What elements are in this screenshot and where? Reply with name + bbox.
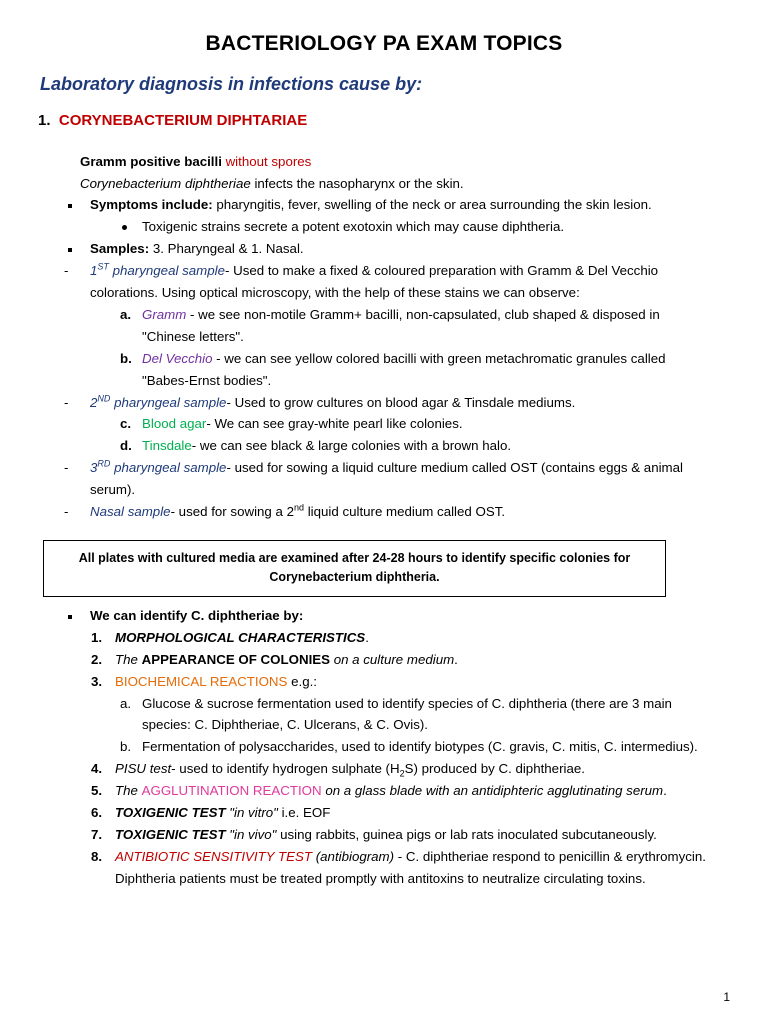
nasal-text-b: liquid culture medium called OST. <box>304 504 506 519</box>
list-number: 8. <box>91 849 103 864</box>
blood-agar-text: - We can see gray-white pearl like colonies. <box>206 416 463 431</box>
identify-item-6 <box>115 805 330 821</box>
del-vecchio-line <box>142 351 666 367</box>
list-marker: a. <box>120 307 132 322</box>
nasal-sample-line <box>90 504 505 520</box>
identify-item-1 <box>115 630 369 646</box>
nasal-sample-label: Nasal sample <box>90 504 171 519</box>
biochem-a: Glucose & sucrose fermentation used to identify species of C. diphtheria (there are 3 main <box>142 696 672 711</box>
page-number: 1 <box>723 990 730 1004</box>
item-text: - C. diphtheriae respond to penicillin & erythromycin. <box>394 849 706 864</box>
page-title: BACTERIOLOGY PA EXAM TOPICS <box>205 32 563 55</box>
item-text: S) produced by C. diphtheriae. <box>404 761 585 776</box>
sample-label: pharyngeal sample <box>110 395 227 410</box>
gramm-stain-line <box>142 307 660 323</box>
symptoms-line <box>90 197 652 213</box>
third-sample-text: - used for sowing a liquid culture medium called OST (contains eggs & animal <box>226 460 683 475</box>
del-vecchio-name: Del Vecchio <box>142 351 213 366</box>
ordinal-num: 2 <box>90 395 98 410</box>
toxigenic-note: Toxigenic strains secrete a potent exotoxin which may cause diphtheria. <box>142 219 565 234</box>
item-text: TOXIGENIC TEST <box>115 827 226 842</box>
square-bullet-icon <box>68 204 72 208</box>
intro-gram-line <box>80 154 311 170</box>
sample-label: pharyngeal sample <box>108 263 225 278</box>
section-number: 1. <box>38 112 51 129</box>
dash-bullet: - <box>64 395 69 410</box>
ordinal-sup: ND <box>97 393 111 404</box>
ordinal-num: 3 <box>90 460 98 475</box>
biochem-a-2: species: C. Diphtheriae, C. Ulcerans, & C. Ovis). <box>142 717 428 732</box>
item-text: PISU test <box>115 761 172 776</box>
blood-agar-line <box>142 416 463 432</box>
first-sample-line <box>90 263 658 279</box>
identify-item-4 <box>115 761 585 777</box>
dash-bullet: - <box>64 263 69 278</box>
item-text: on a culture medium <box>330 652 455 667</box>
samples-line <box>90 241 304 257</box>
item-text: (antibiogram) <box>312 849 395 864</box>
item-text: on a glass blade with an antidiphteric agglutinating serum <box>321 783 664 798</box>
section-name: CORYNEBACTERIUM DIPHTARIAE <box>58 112 308 129</box>
list-number: 6. <box>91 805 103 820</box>
first-sample-label <box>90 263 225 278</box>
list-marker: c. <box>120 416 132 431</box>
dash-bullet: - <box>64 460 69 475</box>
del-vecchio-line-2: "Babes-Ernst bodies". <box>142 373 272 388</box>
item-text: - used to identify hydrogen sulphate (H <box>171 761 400 776</box>
gram-prefix: Gramm positive bacilli <box>80 154 226 169</box>
ordinal-sup: ST <box>97 261 109 272</box>
gramm-text: - we see non-motile Gramm+ bacilli, non-capsulated, club shaped & disposed in <box>186 307 660 322</box>
third-sample-line <box>90 460 683 476</box>
tinsdale-line <box>142 438 511 454</box>
gramm-name: Gramm <box>142 307 187 322</box>
del-vecchio-text: - we can see yellow colored bacilli with green metachromatic granules called <box>212 351 666 366</box>
third-sample-label <box>90 460 226 475</box>
nasal-sup: nd <box>294 502 305 513</box>
item-text: i.e. EOF <box>277 805 331 820</box>
item-text: "in vivo" <box>225 827 277 842</box>
intro-infects-line <box>80 176 464 192</box>
list-marker: a. <box>120 696 132 711</box>
item-text: "in vitro" <box>225 805 278 820</box>
item-text: MORPHOLOGICAL CHARACTERISTICS <box>115 630 366 645</box>
list-number: 7. <box>91 827 103 842</box>
note-box-line-2: Corynebacterium diphtheria. <box>269 570 440 584</box>
symptoms-text: pharyngitis, fever, swelling of the neck or area surrounding the skin lesion. <box>212 197 652 212</box>
second-sample-line <box>90 395 575 411</box>
second-sample-label <box>90 395 226 410</box>
ordinal-num: 1 <box>90 263 98 278</box>
item-text: using rabbits, guinea pigs or lab rats inoculated subcutaneously. <box>276 827 657 842</box>
item-text: . <box>663 783 667 798</box>
tinsdale-name: Tinsdale <box>142 438 192 453</box>
identify-label: We can identify C. diphtheriae by: <box>90 608 304 623</box>
first-sample-line-2: colorations. Using optical microscopy, with the help of these stains we can observe: <box>90 285 580 300</box>
tinsdale-text: - we can see black & large colonies with a brown halo. <box>191 438 512 453</box>
infects-rest: infects the nasopharynx or the skin. <box>250 176 464 191</box>
item-text: AGGLUTINATION REACTION <box>141 783 322 798</box>
biochem-b: Fermentation of polysaccharides, used to identify biotypes (C. gravis, C. mitis, C. intermedius). <box>142 739 698 754</box>
page-subtitle: Laboratory diagnosis in infections cause by: <box>40 74 423 94</box>
samples-label: Samples: <box>90 241 150 256</box>
blood-agar-name: Blood agar <box>142 416 207 431</box>
square-bullet-icon <box>68 615 72 619</box>
round-bullet-icon <box>122 225 127 230</box>
square-bullet-icon <box>68 248 72 252</box>
list-number: 4. <box>91 761 103 776</box>
list-marker: b. <box>120 351 132 366</box>
species-name: Corynebacterium diphtheriae <box>80 176 251 191</box>
item-text: ANTIBIOTIC SENSITIVITY TEST <box>115 849 313 864</box>
dash-bullet: - <box>64 504 69 519</box>
list-marker: d. <box>120 438 132 453</box>
second-sample-text: - Used to grow cultures on blood agar & Tinsdale mediums. <box>226 395 576 410</box>
section-heading <box>38 112 307 129</box>
first-sample-text: - Used to make a fixed & coloured preparation with Gramm & Del Vecchio <box>224 263 659 278</box>
item-text: . <box>365 630 369 645</box>
list-marker: b. <box>120 739 132 754</box>
note-box <box>43 540 666 597</box>
item-text: The <box>115 783 142 798</box>
identify-item-8-line-2: Diphtheria patients must be treated promptly with antitoxins to neutralize circulating toxins. <box>115 871 646 886</box>
identify-item-7 <box>115 827 657 843</box>
identify-item-2 <box>115 652 458 668</box>
item-text: e.g.: <box>287 674 317 689</box>
list-number: 5. <box>91 783 103 798</box>
item-text: APPEARANCE OF COLONIES <box>141 652 330 667</box>
identify-item-3 <box>115 674 317 690</box>
nasal-text-a: - used for sowing a 2 <box>170 504 294 519</box>
list-number: 3. <box>91 674 103 689</box>
identify-item-5 <box>115 783 667 799</box>
note-box-line-1: All plates with cultured media are examined after 24-28 hours to identify specific colonies for <box>78 551 631 565</box>
gram-suffix: without spores <box>225 154 312 169</box>
gramm-stain-line-2: "Chinese letters". <box>142 329 244 344</box>
sample-label: pharyngeal sample <box>110 460 227 475</box>
item-text: BIOCHEMICAL REACTIONS <box>115 674 288 689</box>
identify-item-8 <box>115 849 706 865</box>
item-text: The <box>115 652 142 667</box>
ordinal-sup: RD <box>97 458 111 469</box>
list-number: 1. <box>91 630 103 645</box>
third-sample-line-2: serum). <box>90 482 136 497</box>
list-number: 2. <box>91 652 103 667</box>
samples-text: 3. Pharyngeal & 1. Nasal. <box>149 241 304 256</box>
symptoms-label: Symptoms include: <box>90 197 213 212</box>
item-text: TOXIGENIC TEST <box>115 805 226 820</box>
item-text: . <box>454 652 458 667</box>
item-subscript: 2 <box>399 768 405 779</box>
